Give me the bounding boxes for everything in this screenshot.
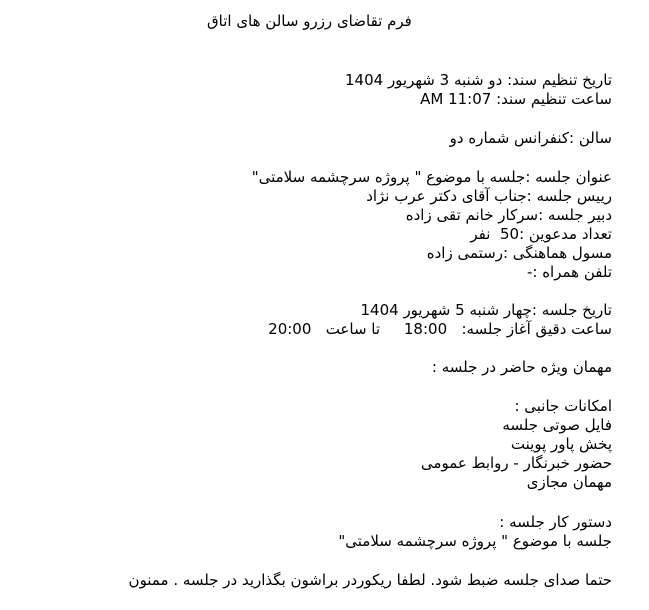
- facility-item: حضور خبرنگار - روابط عمومی: [420, 454, 612, 472]
- agenda-item: جلسه با موضوع " پروژه سرچشمه سلامتی": [338, 532, 612, 550]
- end-time: 20:00: [268, 320, 312, 338]
- start-time: 18:00: [403, 320, 448, 338]
- issue-date: تاریخ تنظیم سند: دو شنبه 3 شهریور 1404: [344, 71, 612, 89]
- meeting-title: عنوان جلسه :جلسه با موضوع " پروژه سرچشمه سلامتی": [251, 168, 612, 186]
- document-title: فرم تقاضای رزرو سالن های اتاق: [207, 12, 412, 30]
- facility-item: فایل صوتی جلسه: [502, 416, 612, 434]
- facilities-heading: امکانات جانبی :: [514, 397, 612, 415]
- facility-item: پخش پاور پوینت: [510, 435, 612, 453]
- mobile-phone: تلفن همراه :-: [526, 263, 612, 281]
- attendee-count: تعداد مدعوین :50 نفر: [470, 225, 612, 243]
- meeting-date: تاریخ جلسه :چهار شنبه 5 شهریور 1404: [360, 301, 612, 319]
- issue-time: ساعت تنظیم سند: 11:07 AM: [420, 90, 612, 108]
- note: حتما صدای جلسه ضبط شود. لطفا ریکوردر براشون بگذارید در جلسه . ممنون: [128, 571, 612, 589]
- coordinator: مسول هماهنگی :رستمی زاده: [426, 244, 612, 262]
- secretary: دبیر جلسه :سرکار خانم تقی زاده: [405, 206, 612, 224]
- agenda-heading: دستور کار جلسه :: [499, 513, 612, 531]
- facility-item: مهمان مجازی: [526, 473, 612, 491]
- meeting-time-row: [268, 320, 612, 339]
- chairman: رییس جلسه :جناب آقای دکتر عرب نژاد: [366, 187, 612, 205]
- hall-name: سالن :کنفرانس شماره دو: [449, 129, 612, 147]
- to-label: تا ساعت: [325, 320, 381, 338]
- start-label: ساعت دقیق آغاز جلسه:: [461, 320, 612, 338]
- special-guests: مهمان ویژه حاضر در جلسه :: [431, 358, 612, 376]
